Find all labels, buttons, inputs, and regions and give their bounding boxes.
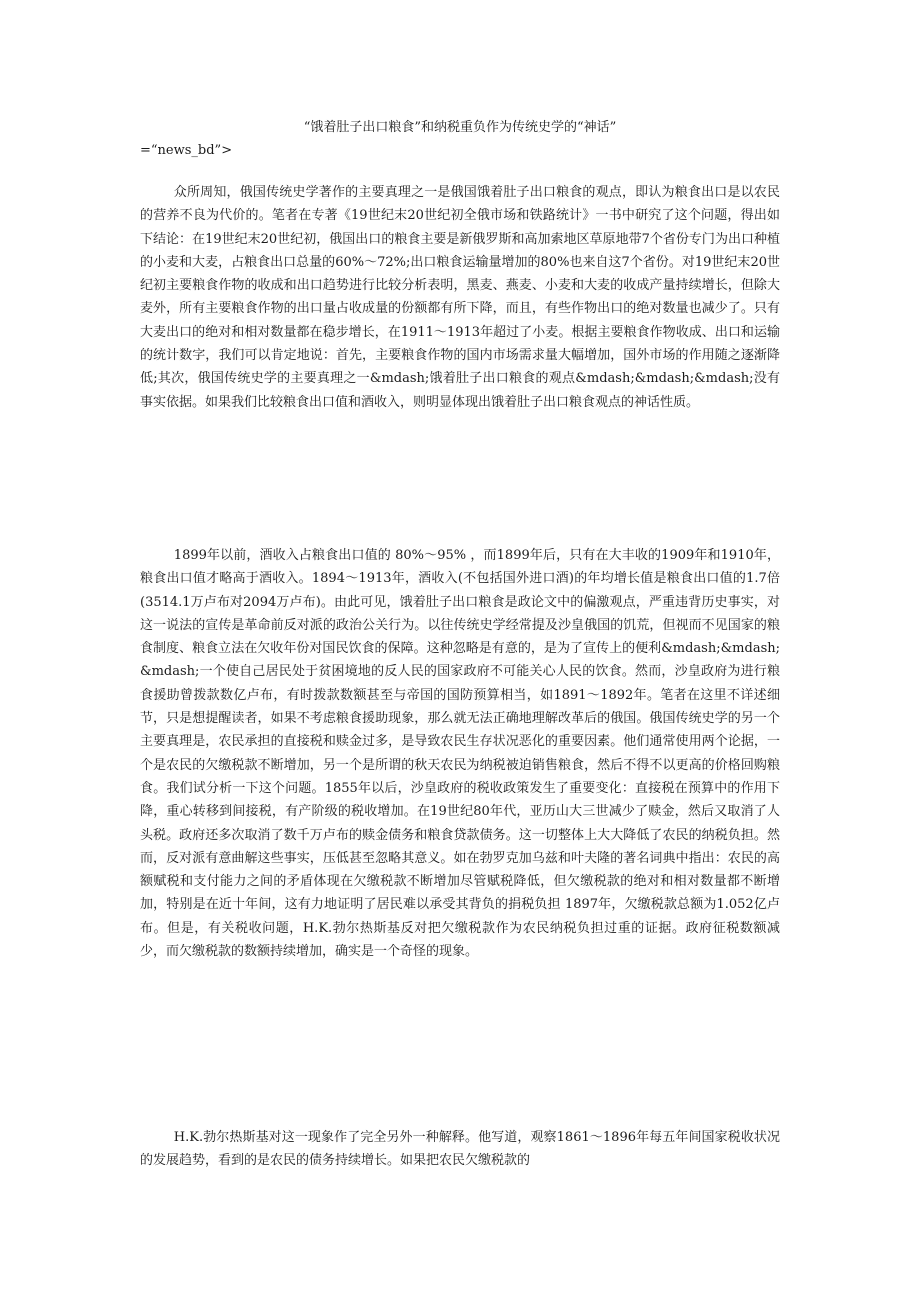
paragraph-2: 1899年以前，酒收入占粮食出口值的 80%～95% ，而1899年后，只有在大丰收的1909年和1910年，粮食出口值才略高于酒收入。1894～1913年，酒收入(不包括国外进口酒)的年均增长值是粮食出口值的1.7倍(3514.1万卢布对2094万卢布)。由此可见，饿着肚子出口粮食是政论文中的偏激观点，严重违背历史事实，对这一说法的宣传是革命前反对派的政治公关行为。以往传统史学经常提及沙皇俄国的饥荒，但视而不见国家的粮食制度、粮食立法在欠收年份对国民饮食的保障。这种忽略是有意的，是为了宣传上的便利&mdash;&mdash;&mdash;一个使自己居民处于贫困境地的反人民的国家政府不可能关心人民的饮食。然而，沙皇政府为进行粮食援助曾拨款数亿卢布，有时拨款数额甚至与帝国的国防预算相当，如1891～1892年。笔者在这里不详述细节，只是想提醒读者，如果不考虑粮食援助现象，那么就无法正确地理解改革后的俄国。俄国传统史学的另一个主要真理是，农民承担的直接税和赎金过多，是导致农民生存状况恶化的重要因素。他们通常使用两个论据，一个是农民的欠缴税款不断增加，另一个是所谓的秋天农民为纳税被迫销售粮食，然后不得不以更高的价格回购粮食。我们试分析一下这个问题。1855年以后，沙皇政府的税收政策发生了重要变化：直接税在预算中的作用下降，重心转移到间接税，有产阶级的税收增加。在19世纪80年代，亚历山大三世减少了赎金，然后又取消了人头税。政府还多次取消了数千万卢布的赎金债务和粮食贷款债务。这一切整体上大大降低了农民的纳税负担。然而，反对派有意曲解这些事实，压低甚至忽略其意义。如在勃罗克加乌兹和叶夫隆的著名词典中指出：农民的高额赋税和支付能力之间的矛盾体现在欠缴税款不断增加尽管赋税降低，但欠缴税款的绝对和相对数量都不断增加，特别是在近十年间，这有力地证明了居民难以承受其背负的捐税负担 1897年，欠缴税款总额为1.052亿卢布。但是，有关税收问题，H.K.勃尔热斯基反对把欠缴税款作为农民纳税负担过重的证据。政府征税数额减少，而欠缴税款的数额持续增加，确实是一个奇怪的现象。 [140, 548, 780, 960]
document-title: “饿着肚子出口粮食”和纳税重负作为传统史学的“神话” [303, 120, 617, 135]
paragraph-3: H.K.勃尔热斯基对这一现象作了完全另外一种解释。他写道，观察1861～1896年每五年间国家税收状况的发展趋势，看到的是农民的债务持续增长。如果把农民欠缴税款的 [140, 1130, 780, 1169]
markup-fragment: =“news_bd”> [140, 143, 233, 158]
paragraph-1: 众所周知，俄国传统史学著作的主要真理之一是俄国饿着肚子出口粮食的观点，即认为粮食出口是以农民的营养不良为代价的。笔者在专著《19世纪末20世纪初全俄市场和铁路统计》一书中研究了这个问题，得出如下结论：在19世纪末20世纪初，俄国出口的粮食主要是新俄罗斯和高加索地区草原地带7个省份专门为出口种植的小麦和大麦，占粮食出口总量的60%～72%;出口粮食运输量增加的80%也来自这7个省份。对19世纪末20世纪初主要粮食作物的收成和出口趋势进行比较分析表明，黑麦、燕麦、小麦和大麦的收成产量持续增长，但除大麦外，所有主要粮食作物的出口量占收成量的份额都有所下降，而且，有些作物出口的绝对数量也减少了。只有大麦出口的绝对和相对数量都在稳步增长，在1911～1913年超过了小麦。根据主要粮食作物收成、出口和运输的统计数字，我们可以肯定地说：首先，主要粮食作物的国内市场需求量大幅增加，国外市场的作用随之逐渐降低;其次，俄国传统史学的主要真理之一&mdash;饿着肚子出口粮食的观点&mdash;&mdash;&mdash;没有事实依据。如果我们比较粮食出口值和酒收入，则明显体现出饿着肚子出口粮食观点的神话性质。 [140, 185, 780, 410]
